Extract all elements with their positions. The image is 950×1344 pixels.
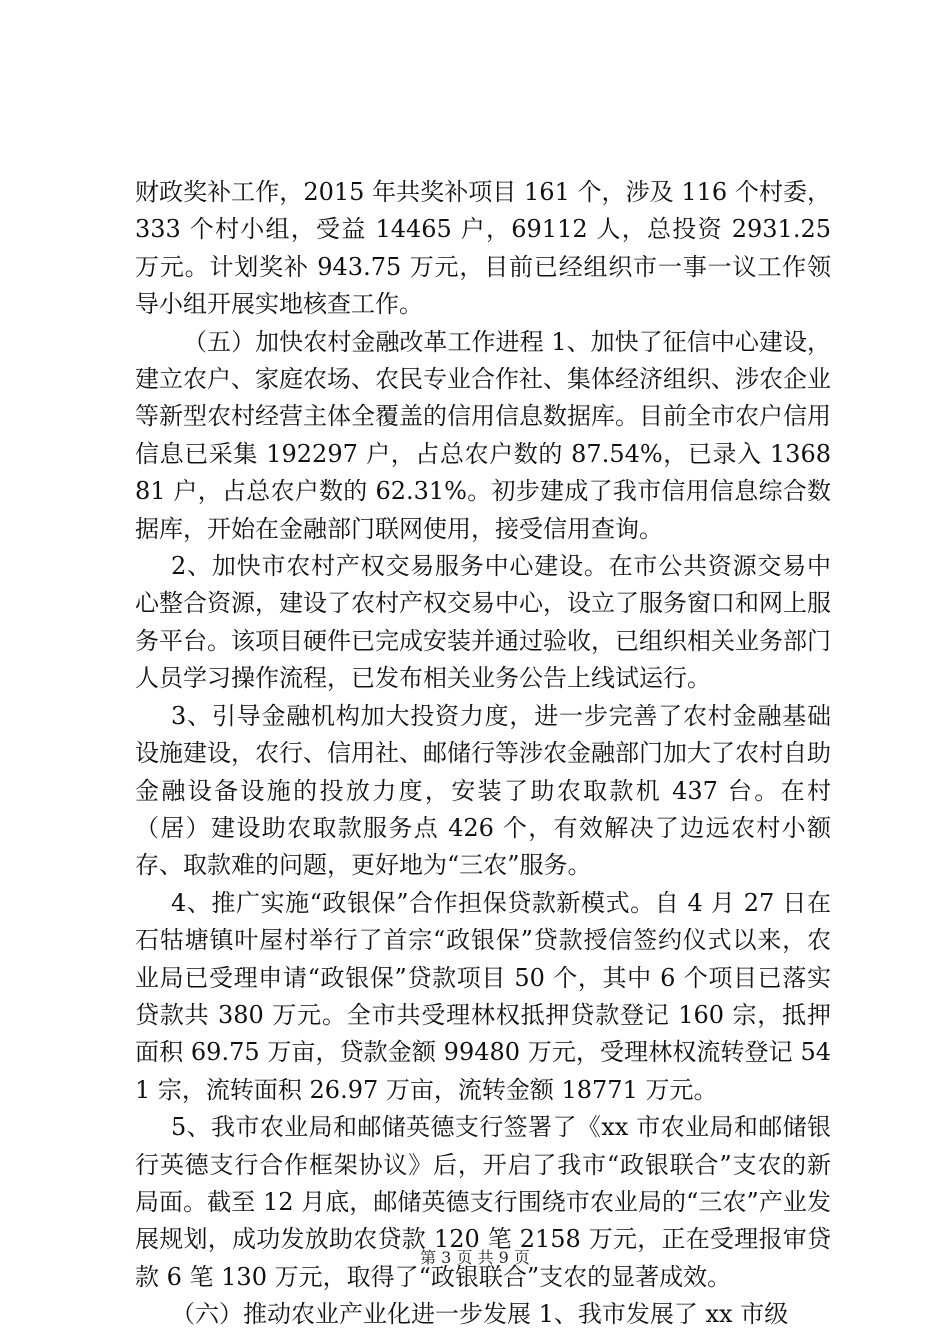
paragraph-postal-bank-cooperation: 5、我市农业局和邮储英德支行签署了《xx 市农业局和邮储银行英德支行合作框架协议》后，开启了我市“政银联合”支农的新局面。截至 12 月底，邮储英德支行围绕市农业局的“三农”产业发展规划，成功发放助农贷款 120 笔 2158 万元，正在受理报审贷款 6 笔 130 万元，取得了“政银联合”支农的显著成效。	[135, 1113, 831, 1291]
paragraph-fiscal-rewards: 财政奖补工作，2015 年共奖补项目 161 个，涉及 116 个村委，333 个村小组，受益 14465 户，69112 人，总投资 2931.25 万元。计划奖补 943.75 万元，目前已经组织市一事一议工作领导小组开展实地核查工作。	[135, 178, 831, 319]
paragraph-section-six-industrialization: （六）推动农业产业化进一步发展 1、我市发展了 xx 市级	[171, 1300, 789, 1329]
paragraph-section-five-credit: （五）加快农村金融改革工作进程 1、加快了征信中心建设，建立农户、家庭农场、农民专业合作社、集体经济组织、涉农企业等新型农村经营主体全覆盖的信用信息数据库。目前全市农户信用信息已采集 192297 户，占总农户数的 87.54%，已录入 136881 户，占总农户数的 62.31%。初步建成了我市信用信息综合数据库，开始在金融部门联网使用，接受信用查询。	[135, 327, 831, 543]
paragraph-zhengyinbao: 4、推广实施“政银保”合作担保贷款新模式。自 4 月 27 日在石牯塘镇叶屋村举行了首宗“政银保”贷款授信签约仪式以来，农业局已受理申请“政银保”贷款项目 50 个，其中 6 个项目已落实贷款共 380 万元。全市共受理林权抵押贷款登记 160 宗，抵押面积 69.75 万亩，贷款金额 99480 万元，受理林权流转登记 541 宗，流转面积 26.97 万亩，流转金额 18771 万元。	[135, 888, 831, 1104]
page-number-footer: 第 3 页 共 9 页	[420, 1248, 530, 1267]
paragraph-financial-investment: 3、引导金融机构加大投资力度，进一步完善了农村金融基础设施建设，农行、信用社、邮储行等涉农金融部门加大了农村自助金融设备设施的投放力度，安装了助农取款机 437 台。在村（居）建设助农取款服务点 426 个，有效解决了边远农村小额存、取款难的问题，更好地为“三农”服务。	[135, 701, 831, 880]
paragraph-property-exchange: 2、加快市农村产权交易服务中心建设。在市公共资源交易中心整合资源，建设了农村产权交易中心，设立了服务窗口和网上服务平台。该项目硬件已完成安装并通过验收，已组织相关业务部门人员学习操作流程，已发布相关业务公告上线试运行。	[135, 552, 831, 693]
document-body	[135, 174, 831, 1334]
